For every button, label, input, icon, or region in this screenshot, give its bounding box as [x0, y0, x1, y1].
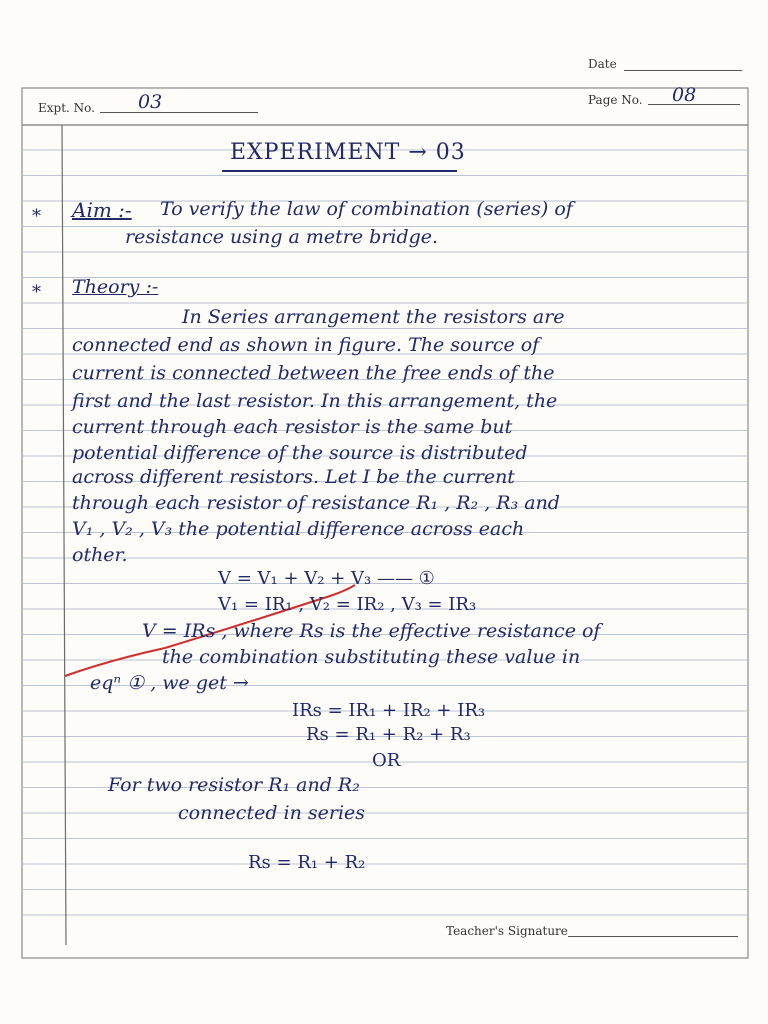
theory-line: In Series arrangement the resistors are — [182, 306, 565, 328]
theory-bullet: * — [32, 282, 41, 303]
date-blank — [624, 70, 742, 71]
aim-bullet: * — [32, 206, 41, 227]
theory-line: connected end as shown in figure. The source of — [72, 334, 540, 356]
equation-4: the combination substituting these value in — [162, 646, 581, 668]
theory-line: current through each resistor is the same but — [72, 416, 513, 438]
theory-line: through each resistor of resistance R₁ , R₂ , R₃ and — [72, 492, 560, 514]
equation-8: For two resistor R₁ and R₂ — [108, 774, 360, 796]
equation-9: connected in series — [178, 802, 366, 824]
equation-7: Rs = R₁ + R₂ + R₃ — [306, 724, 471, 745]
margin-line — [62, 125, 66, 945]
page-no-value: 08 — [672, 84, 697, 106]
page-no-label: Page No. — [588, 93, 643, 107]
equation-10: Rs = R₁ + R₂ — [248, 852, 366, 873]
or-separator: OR — [372, 750, 401, 771]
theory-line: V₁ , V₂ , V₃ the potential difference across each — [72, 518, 525, 540]
equation-6: IRs = IR₁ + IR₂ + IR₃ — [292, 700, 486, 721]
theory-line: other. — [72, 544, 128, 566]
theory-line: potential difference of the source is distributed — [72, 442, 528, 464]
equation-3: V = IRs , where Rs is the effective resistance of — [142, 620, 601, 642]
signature-blank — [568, 936, 738, 937]
aim-text-line-1: To verify the law of combination (series) of — [160, 198, 573, 220]
title-underline — [222, 170, 457, 172]
theory-line: across different resistors. Let I be the current — [72, 466, 515, 488]
theory-line: first and the last resistor. In this arrangement, the — [72, 390, 558, 412]
aim-label: Aim :- — [72, 198, 132, 222]
equation-5: eqⁿ ① , we get → — [90, 672, 249, 694]
teachers-signature-label: Teacher's Signature — [446, 924, 568, 938]
expt-no-label: Expt. No. — [38, 101, 95, 115]
equation-2: V₁ = IR₁ , V₂ = IR₂ , V₃ = IR₃ — [218, 594, 477, 615]
aim-text-line-2: resistance using a metre bridge. — [125, 226, 439, 248]
expt-no-blank — [100, 112, 258, 113]
equation-1: V = V₁ + V₂ + V₃ —— ① — [218, 568, 435, 589]
date-label: Date — [588, 57, 617, 71]
theory-line: current is connected between the free ends of the — [72, 362, 555, 384]
expt-no-value: 03 — [138, 91, 163, 113]
theory-label: Theory :- — [72, 276, 159, 298]
experiment-title: EXPERIMENT → 03 — [230, 140, 466, 165]
